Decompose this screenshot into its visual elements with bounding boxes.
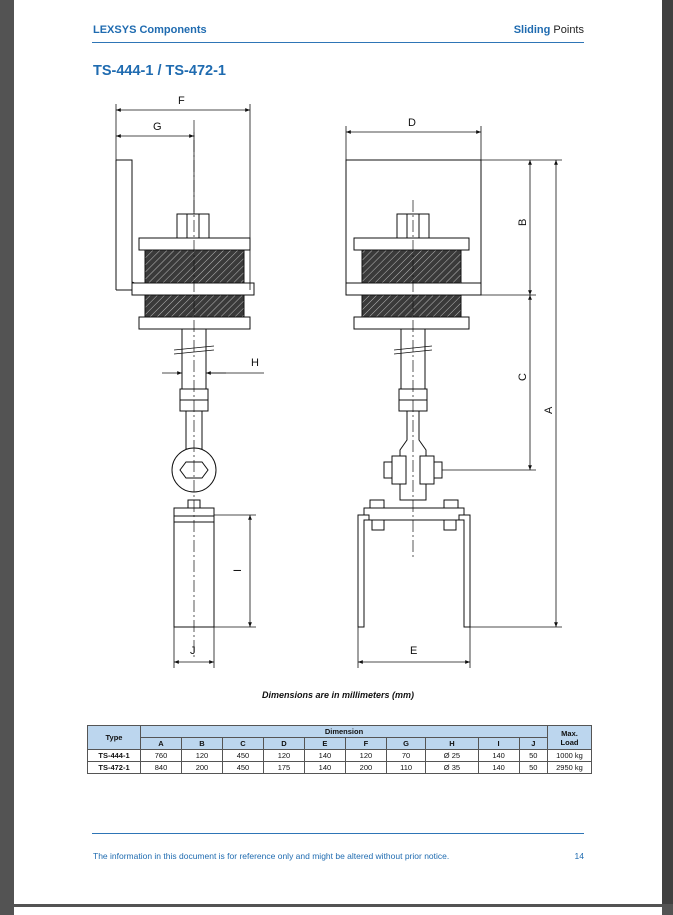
dimension-table: [87, 725, 592, 774]
value-cell: 120: [263, 750, 304, 762]
header-section-highlight: Sliding: [513, 24, 551, 36]
dim-label-G: G: [153, 121, 162, 133]
page-number: 14: [574, 851, 584, 861]
dim-label-I: I: [232, 568, 244, 572]
dim-label-H: H: [251, 357, 259, 369]
value-cell: 175: [263, 762, 304, 774]
value-cell: 120: [345, 750, 386, 762]
dim-label-A: A: [543, 406, 555, 414]
col-header: B: [181, 738, 222, 750]
value-cell: 140: [304, 762, 345, 774]
col-header: F: [345, 738, 386, 750]
dim-label-B: B: [517, 218, 529, 226]
col-header: H: [426, 738, 478, 750]
col-header: J: [519, 738, 547, 750]
value-cell: Ø 25: [426, 750, 478, 762]
value-cell: 110: [386, 762, 425, 774]
dimension-header: Dimension: [141, 726, 548, 738]
max-load-header: [548, 726, 592, 750]
dim-label-J: J: [190, 645, 196, 657]
load-cell: 2950 kg: [548, 762, 592, 774]
value-cell: 450: [222, 750, 263, 762]
load-cell: 1000 kg: [548, 750, 592, 762]
value-cell: 760: [141, 750, 182, 762]
dim-label-E: E: [410, 645, 418, 657]
value-cell: 50: [519, 750, 547, 762]
header-company: LEXSYS Components: [93, 24, 207, 36]
value-cell: 450: [222, 762, 263, 774]
column-header-row: [88, 738, 592, 750]
value-cell: 200: [345, 762, 386, 774]
col-header: G: [386, 738, 425, 750]
max-load-header-line1: Max.: [561, 728, 578, 738]
max-load-header-line2: Load: [560, 737, 579, 747]
value-cell: 140: [304, 750, 345, 762]
dim-label-F: F: [178, 95, 185, 107]
type-cell: TS-472-1: [88, 762, 141, 774]
type-cell: TS-444-1: [88, 750, 141, 762]
technical-drawing: [14, 0, 662, 690]
col-header: E: [304, 738, 345, 750]
header-section-rest: Points: [550, 24, 584, 36]
page-title: TS-444-1 / TS-472-1: [93, 63, 226, 79]
side-view: [116, 120, 254, 660]
value-cell: 120: [181, 750, 222, 762]
value-cell: 70: [386, 750, 425, 762]
col-header: D: [263, 738, 304, 750]
value-cell: 140: [478, 750, 519, 762]
type-header: Type: [88, 726, 141, 750]
table-row: [88, 750, 592, 762]
dimension-note: Dimensions are in millimeters (mm): [261, 690, 415, 700]
col-header: C: [222, 738, 263, 750]
value-cell: 200: [181, 762, 222, 774]
table-row: [88, 762, 592, 774]
value-cell: 840: [141, 762, 182, 774]
value-cell: 140: [478, 762, 519, 774]
next-page-edge: [14, 907, 662, 915]
footer-disclaimer: The information in this document is for reference only and might be altered without prior notice.: [93, 851, 450, 861]
viewer-scrollbar-gutter: [662, 0, 673, 904]
col-header: I: [478, 738, 519, 750]
dim-label-D: D: [408, 117, 416, 129]
dim-label-C: C: [517, 373, 529, 381]
value-cell: Ø 35: [426, 762, 478, 774]
footer-rule: [92, 833, 584, 834]
value-cell: 50: [519, 762, 547, 774]
front-view: [346, 160, 481, 627]
col-header: A: [141, 738, 182, 750]
document-page: [14, 0, 662, 904]
